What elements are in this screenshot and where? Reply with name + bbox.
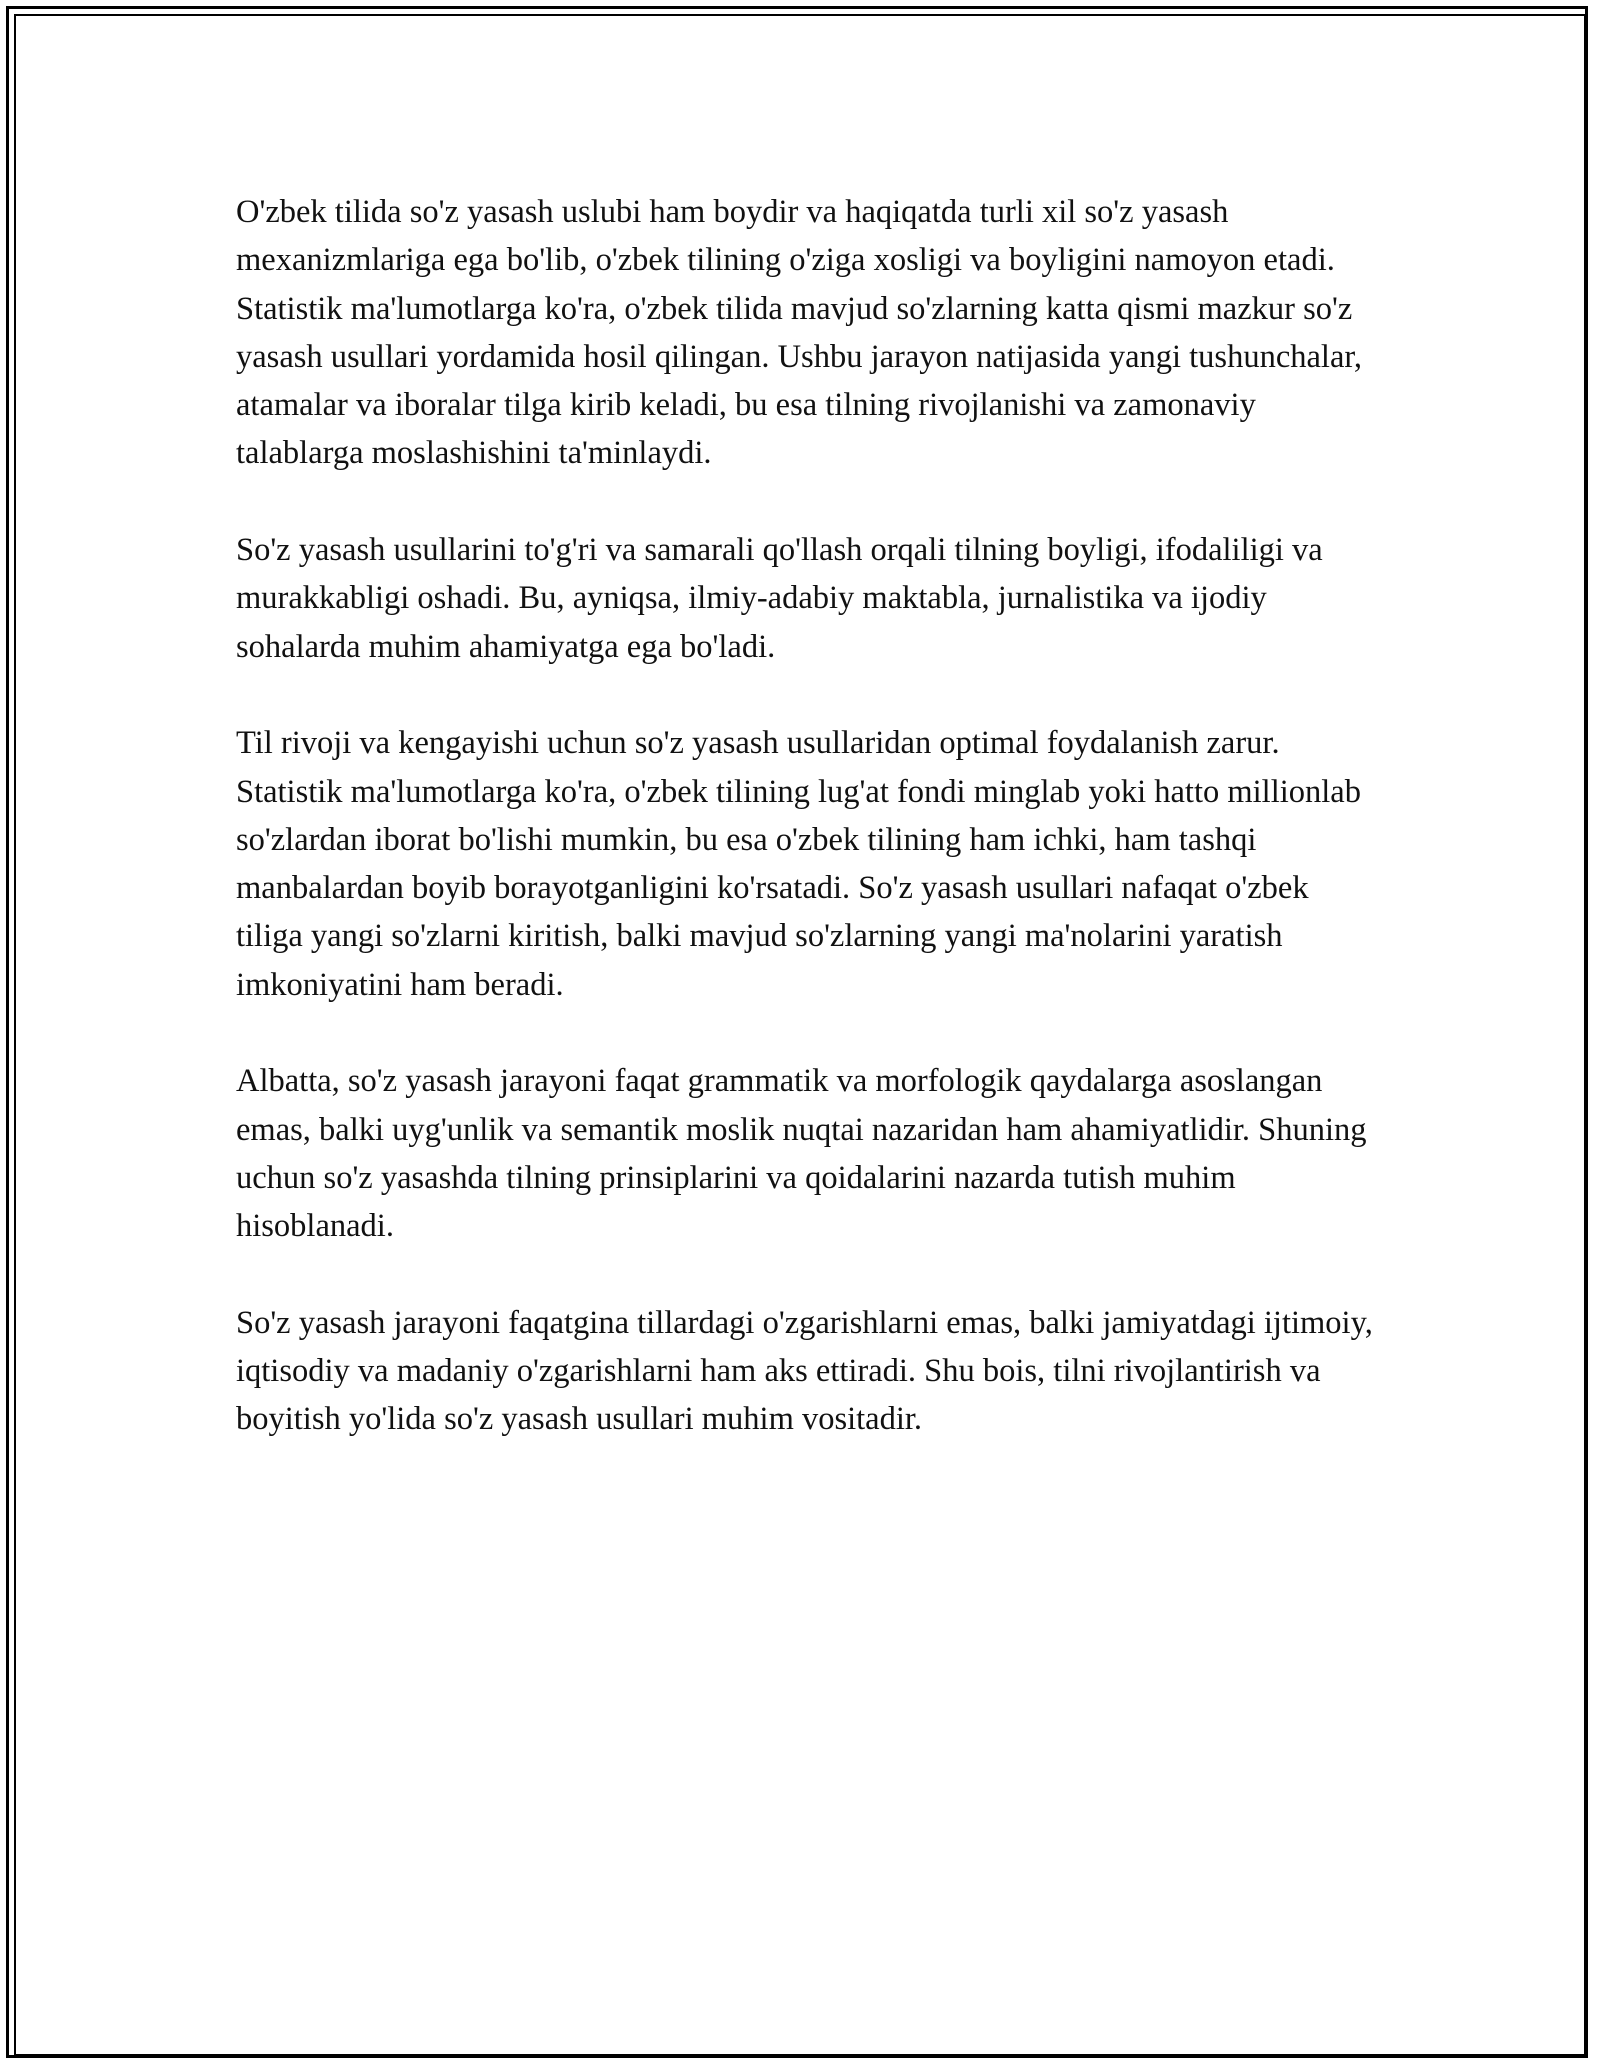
- paragraph-2: So'z yasash usullarini to'g'ri va samarali qo'llash orqali tilning boyligi, ifodaliligi va murakkabligi oshadi. Bu, ayniqsa, ilmiy-adabiy maktabla, jurnalistika va ijodiy sohalarda muhim ahamiyatga ega bo'ladi.: [236, 532, 1323, 665]
- paragraph-5: So'z yasash jarayoni faqatgina tillardagi o'zgarishlarni emas, balki jamiyatdagi ijtimoiy, iqtisodiy va madaniy o'zgarishlarni ham aks ettiradi. Shu bois, tilni rivojlantirish va boyitish yo'lida so'z yasash usullari muhim vositadir.: [236, 1304, 1373, 1438]
- document-body: [236, 188, 1376, 1492]
- paragraph-3: Til rivoji va kengayishi uchun so'z yasash usullaridan optimal foydalanish zarur. Statistik ma'lumotlarga ko'ra, o'zbek tilining lug'at fondi minglab yoki hatto millionlab so'zlardan iborat bo'lishi mumkin, bu esa o'zbek tilining ham ichki, ham tashqi manbalardan boyib borayotganligini ko'rsatadi. So'z yasash usullari nafaqat o'zbek tiliga yangi so'zlarni kiritish, balki mavjud so'zlarning yangi ma'nolarini yaratish imkoniyatini ham beradi.: [236, 725, 1361, 1003]
- paragraph-1: O'zbek tilida so'z yasash uslubi ham boydir va haqiqatda turli xil so'z yasash mexanizmlariga ega bo'lib, o'zbek tilining o'ziga xosligi va boyligini namoyon etadi. Statistik ma'lumotlarga ko'ra, o'zbek tilida mavjud so'zlarning katta qismi mazkur so'z yasash usullari yordamida hosil qilingan. Ushbu jarayon natijasida yangi tushunchalar, atamalar va iboralar tilga kirib keladi, bu esa tilning rivojlanishi va zamonaviy talablarga moslashishini ta'minlaydi.: [236, 194, 1363, 472]
- paragraph-4: Albatta, so'z yasash jarayoni faqat grammatik va morfologik qaydalarga asoslangan emas, balki uyg'unlik va semantik moslik nuqtai nazaridan ham ahamiyatlidir. Shuning uchun so'z yasashda tilning prinsiplarini va qoidalarini nazarda tutish muhim hisoblanadi.: [236, 1063, 1367, 1245]
